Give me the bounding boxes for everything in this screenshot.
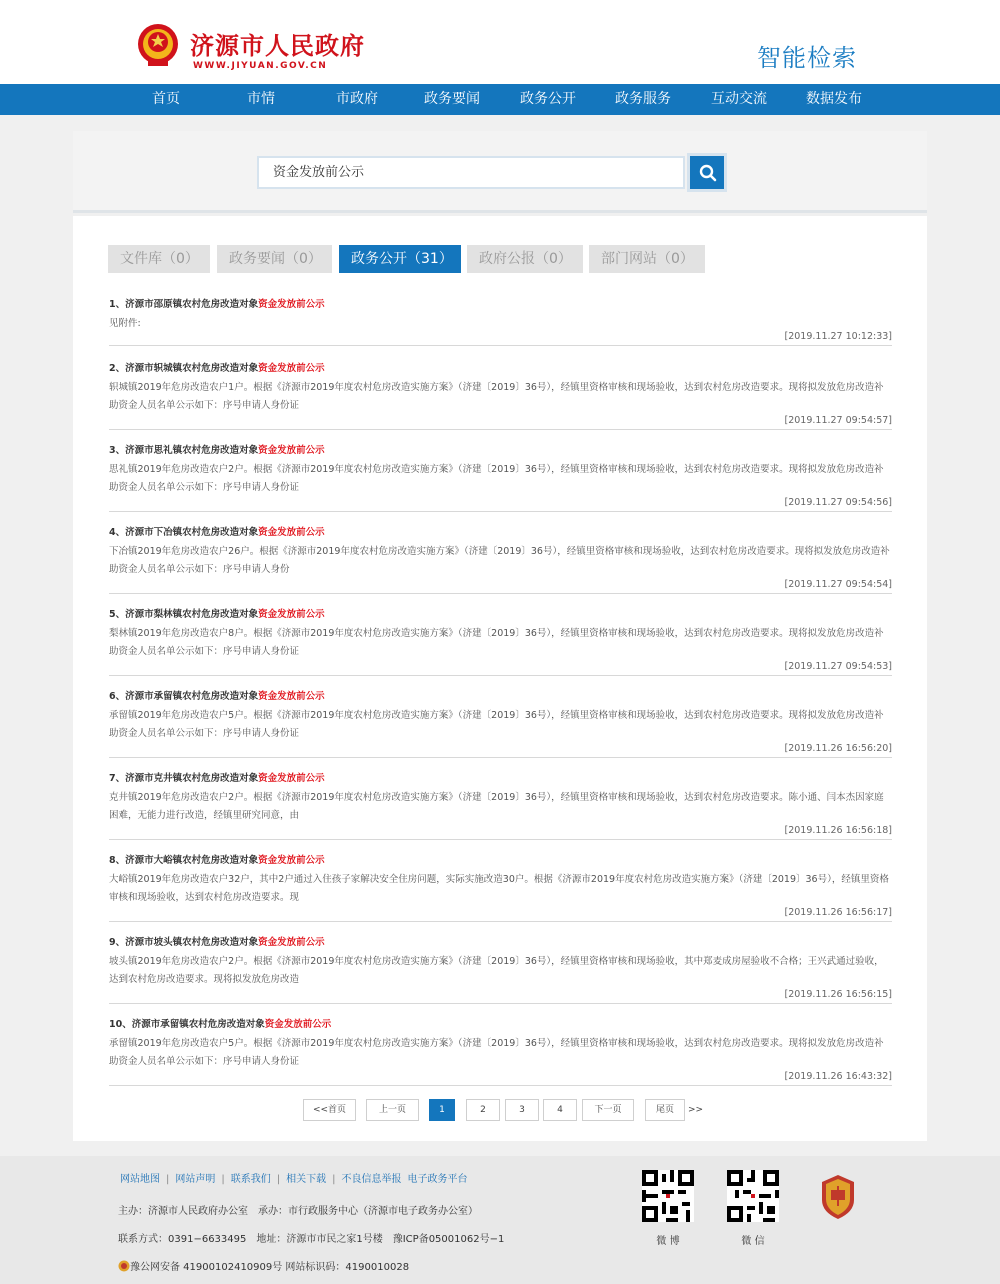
result-summary: 梨林镇2019年危房改造农户8户。根据《济源市2019年度农村危房改造实施方案》（济建〔2019〕36号），经镇里资格审核和现场验收，达到农村危房改造要求。现将拟发放危房改造补助资金人员名单公示如下：序号申请人身份证 bbox=[109, 628, 884, 657]
result-title-text: 5、济源市梨林镇农村危房改造对象 bbox=[109, 609, 259, 620]
result-title-highlight: 资金发放前公示 bbox=[258, 773, 325, 784]
search-button[interactable] bbox=[687, 153, 727, 192]
footer-link-statement[interactable]: 网站声明 bbox=[175, 1174, 216, 1185]
result-title-text: 10、济源市承留镇农村危房改造对象 bbox=[109, 1019, 265, 1030]
page-button[interactable]: 4 bbox=[543, 1099, 577, 1121]
result-summary: 承留镇2019年危房改造农户5户。根据《济源市2019年度农村危房改造实施方案》（济建〔2019〕36号），经镇里资格审核和现场验收，达到农村危房改造要求。现将拟发放危房改造补助资金人员名单公示如下：序号申请人身份证 bbox=[109, 1038, 884, 1067]
tab-open-affairs[interactable]: 政务公开（31） bbox=[339, 245, 461, 273]
weixin-label: 微 信 bbox=[741, 1236, 765, 1247]
result-item bbox=[109, 360, 892, 430]
result-title-link[interactable] bbox=[109, 296, 325, 310]
result-item bbox=[109, 524, 892, 594]
result-title-highlight: 资金发放前公示 bbox=[258, 299, 325, 310]
result-summary: 轵城镇2019年危房改造农户1户。根据《济源市2019年度农村危房改造实施方案》（济建〔2019〕36号），经镇里资格审核和现场验收，达到农村危房改造要求。现将拟发放危房改造补助资金人员名单公示如下：序号申请人身份证 bbox=[109, 382, 884, 411]
nav-item-open-affairs[interactable]: 政务公开 bbox=[520, 91, 576, 107]
government-site-badge-icon[interactable] bbox=[820, 1174, 856, 1220]
result-title-link[interactable] bbox=[109, 852, 325, 866]
nav-item-city-info[interactable]: 市情 bbox=[247, 91, 275, 107]
result-summary: 思礼镇2019年危房改造农户2户。根据《济源市2019年度农村危房改造实施方案》（济建〔2019〕36号），经镇里资格审核和现场验收，达到农村危房改造要求。现将拟发放危房改造补助资金人员名单公示如下：序号申请人身份证 bbox=[109, 464, 884, 493]
nav-item-home[interactable]: 首页 bbox=[152, 91, 180, 107]
tab-file-library[interactable]: 文件库（0） bbox=[108, 245, 210, 273]
qr-code-icon bbox=[727, 1170, 779, 1222]
search-input[interactable]: 资金发放前公示 bbox=[257, 156, 685, 189]
result-timestamp: [2019.11.26 16:56:15] bbox=[784, 989, 892, 1000]
result-title-link[interactable] bbox=[109, 688, 325, 702]
footer-link-contact[interactable]: 联系我们 bbox=[230, 1174, 271, 1185]
result-timestamp: [2019.11.27 09:54:57] bbox=[784, 415, 892, 426]
result-timestamp: [2019.11.27 09:54:54] bbox=[784, 579, 892, 590]
result-title-text: 1、济源市邵原镇农村危房改造对象 bbox=[109, 299, 259, 310]
result-title-link[interactable] bbox=[109, 606, 325, 620]
result-title-highlight: 资金发放前公示 bbox=[258, 363, 325, 374]
result-summary: 坡头镇2019年危房改造农户2户。根据《济源市2019年度农村危房改造实施方案》（济建〔2019〕36号），经镇里资格审核和现场验收，其中郑麦成房屋验收不合格；王兴武通过验收，达到农村危房改造要求。现将拟发放危房改造 bbox=[109, 956, 884, 985]
page-button[interactable]: 3 bbox=[505, 1099, 539, 1121]
result-timestamp: [2019.11.26 16:43:32] bbox=[784, 1071, 892, 1082]
site-header bbox=[0, 0, 1000, 84]
nav-item-data[interactable]: 数据发布 bbox=[806, 91, 862, 107]
result-item bbox=[109, 606, 892, 676]
result-title-highlight: 资金发放前公示 bbox=[258, 527, 325, 538]
page-title: 智能检索 bbox=[757, 44, 857, 72]
police-record-text: 豫公网安备 41900102410909号 网站标识码：4190010028 bbox=[130, 1262, 410, 1273]
result-title-highlight: 资金发放前公示 bbox=[264, 1019, 332, 1030]
search-icon bbox=[699, 164, 717, 182]
next-page-button[interactable]: 下一页 bbox=[582, 1099, 634, 1121]
result-title-highlight: 资金发放前公示 bbox=[258, 937, 325, 948]
prev-page-button[interactable]: 上一页 bbox=[366, 1099, 419, 1121]
result-summary: 下冶镇2019年危房改造农户26户。根据《济源市2019年度农村危房改造实施方案》（济建〔2019〕36号），经镇里资格审核和现场验收，达到农村危房改造要求。现将拟发放危房改造补助资金人员名单公示如下：序号申请人身份 bbox=[109, 546, 890, 575]
result-summary: 见附件: bbox=[109, 318, 141, 329]
result-item bbox=[109, 688, 892, 758]
result-title-text: 4、济源市下冶镇农村危房改造对象 bbox=[109, 527, 259, 538]
result-title-highlight: 资金发放前公示 bbox=[258, 691, 325, 702]
tab-gazette[interactable]: 政府公报（0） bbox=[467, 245, 583, 273]
result-summary: 承留镇2019年危房改造农户5户。根据《济源市2019年度农村危房改造实施方案》（济建〔2019〕36号），经镇里资格审核和现场验收，达到农村危房改造要求。现将拟发放危房改造补助资金人员名单公示如下：序号申请人身份证 bbox=[109, 710, 884, 739]
footer-link-downloads[interactable]: 相关下载 bbox=[286, 1174, 327, 1185]
result-timestamp: [2019.11.27 09:54:56] bbox=[784, 497, 892, 508]
result-title-text: 8、济源市大峪镇农村危房改造对象 bbox=[109, 855, 259, 866]
site-footer bbox=[0, 1156, 1000, 1284]
result-title-link[interactable] bbox=[109, 360, 325, 374]
footer-link-egov-platform[interactable]: 电子政务平台 bbox=[407, 1174, 468, 1185]
last-page-button[interactable]: 尾页 bbox=[645, 1099, 685, 1121]
site-url[interactable]: WWW.JIYUAN.GOV.CN bbox=[193, 61, 328, 71]
result-title-text: 7、济源市克井镇农村危房改造对象 bbox=[109, 773, 259, 784]
result-title-text: 6、济源市承留镇农村危房改造对象 bbox=[109, 691, 259, 702]
search-panel bbox=[73, 131, 927, 213]
result-title-highlight: 资金发放前公示 bbox=[258, 609, 325, 620]
result-item bbox=[109, 934, 892, 1004]
result-title-text: 9、济源市坡头镇农村危房改造对象 bbox=[109, 937, 259, 948]
weibo-qr-code bbox=[642, 1170, 694, 1222]
results-panel bbox=[73, 216, 927, 1141]
weibo-label: 微 博 bbox=[656, 1236, 680, 1247]
national-emblem-icon bbox=[135, 22, 181, 70]
result-timestamp: [2019.11.26 16:56:18] bbox=[784, 825, 892, 836]
result-title-highlight: 资金发放前公示 bbox=[258, 855, 325, 866]
result-timestamp: [2019.11.26 16:56:17] bbox=[784, 907, 892, 918]
pagination bbox=[73, 1099, 927, 1121]
qr-code-icon bbox=[642, 1170, 694, 1222]
result-item bbox=[109, 296, 892, 346]
footer-link-sitemap[interactable]: 网站地图 bbox=[120, 1174, 160, 1185]
result-title-link[interactable] bbox=[109, 442, 325, 456]
site-name[interactable]: 济源市人民政府 bbox=[190, 32, 365, 60]
page-button[interactable]: 1 bbox=[429, 1099, 455, 1121]
tab-news[interactable]: 政务要闻（0） bbox=[217, 245, 332, 273]
footer-police-record bbox=[118, 1258, 409, 1273]
footer-host-info: 主办：济源市人民政府办公室 承办：市行政服务中心（济源市电子政务办公室） bbox=[118, 1206, 478, 1217]
result-item bbox=[109, 770, 892, 840]
nav-item-news[interactable]: 政务要闻 bbox=[424, 91, 480, 107]
police-badge-icon bbox=[118, 1260, 130, 1272]
result-timestamp: [2019.11.27 09:54:53] bbox=[784, 661, 892, 672]
result-timestamp: [2019.11.26 16:56:20] bbox=[784, 743, 892, 754]
nav-item-government[interactable]: 市政府 bbox=[336, 91, 378, 107]
result-title-highlight: 资金发放前公示 bbox=[258, 445, 325, 456]
result-title-text: 2、济源市轵城镇农村危房改造对象 bbox=[109, 363, 259, 374]
result-title-link[interactable] bbox=[109, 524, 325, 538]
result-timestamp: [2019.11.27 10:12:33] bbox=[784, 331, 892, 342]
footer-links: 网站地图 | 网站声明 | 联系我们 | 相关下载 | 不良信息举报 电子政务平台 bbox=[120, 1174, 468, 1185]
result-item bbox=[109, 1016, 892, 1086]
nav-item-interaction[interactable]: 互动交流 bbox=[711, 91, 767, 107]
footer-link-report[interactable]: 不良信息举报 bbox=[341, 1174, 402, 1185]
last-page-arrow[interactable]: >> bbox=[688, 1105, 704, 1115]
weixin-qr-code bbox=[727, 1170, 779, 1222]
result-item bbox=[109, 442, 892, 512]
tab-department-sites[interactable]: 部门网站（0） bbox=[589, 245, 705, 273]
result-title-link[interactable] bbox=[109, 934, 325, 948]
result-summary: 大峪镇2019年危房改造农户32户，其中2户通过入住孩子家解决安全住房问题，实际实施改造30户。根据《济源市2019年度农村危房改造实施方案》（济建〔2019〕36号），经镇里资格审核和现场验收，达到农村危房改造要求。现 bbox=[109, 874, 889, 903]
page-button[interactable]: 2 bbox=[466, 1099, 500, 1121]
main-nav bbox=[0, 84, 1000, 115]
result-summary: 克井镇2019年危房改造农户2户。根据《济源市2019年度农村危房改造实施方案》（济建〔2019〕36号），经镇里资格审核和现场验收，达到农村危房改造要求。陈小通、闫本杰因家庭困难，无能力进行改造，经镇里研究同意，由 bbox=[109, 792, 884, 821]
result-title-link[interactable] bbox=[109, 770, 325, 784]
result-title-text: 3、济源市思礼镇农村危房改造对象 bbox=[109, 445, 259, 456]
result-item bbox=[109, 852, 892, 922]
footer-contact-info: 联系方式：0391−6633495 地址：济源市市民之家1号楼 豫ICP备05001062号−1 bbox=[118, 1234, 505, 1245]
first-page-button[interactable]: <<首页 bbox=[303, 1099, 356, 1121]
nav-item-services[interactable]: 政务服务 bbox=[615, 91, 671, 107]
result-title-link[interactable] bbox=[109, 1016, 331, 1030]
